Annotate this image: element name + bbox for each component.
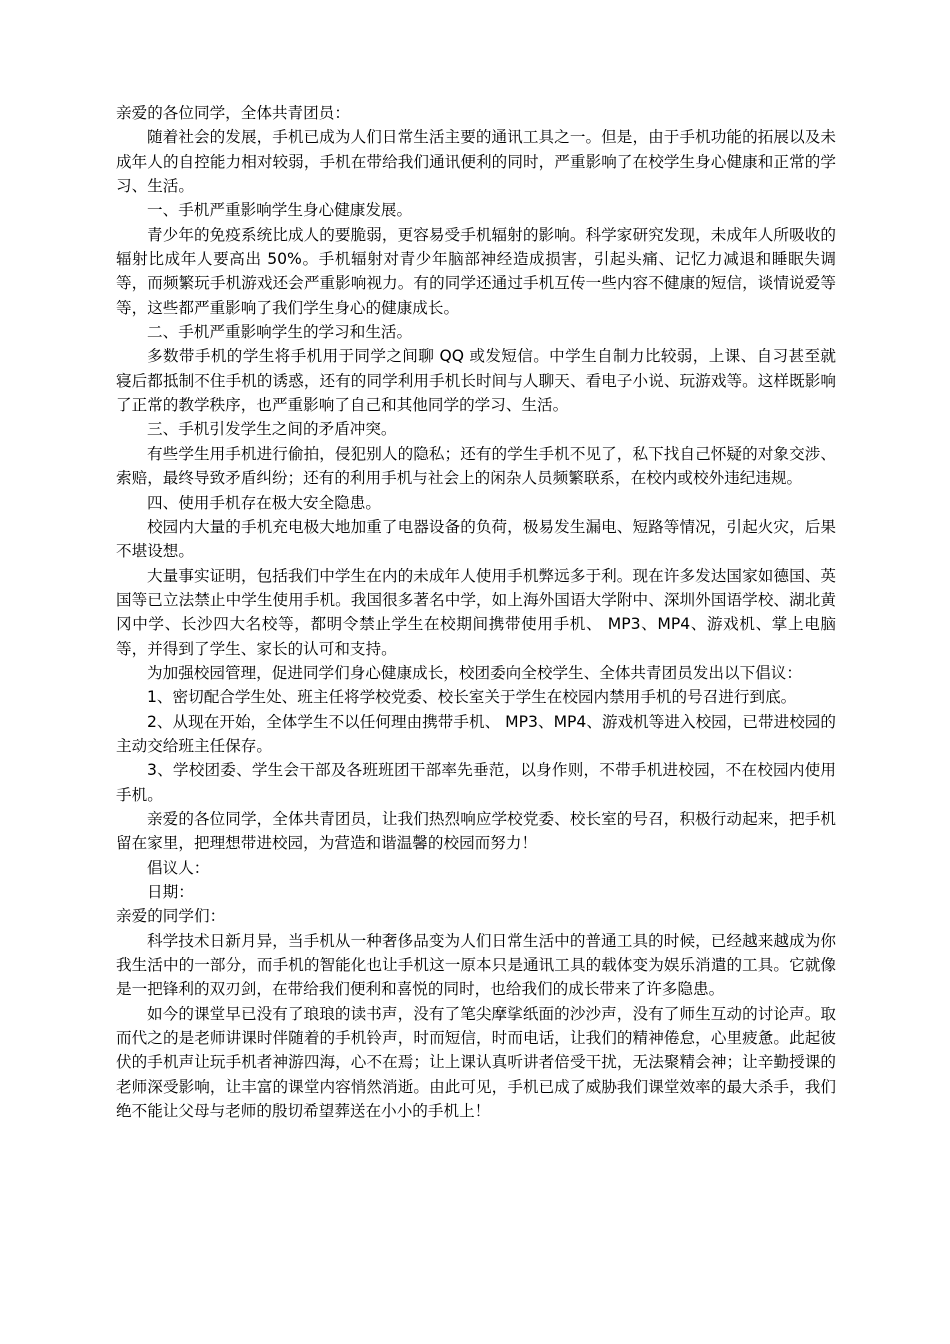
letter1-paragraph-proposal: 为加强校园管理，促进同学们身心健康成长，校团委向全校学生、全体共青团员发出以下倡议： [147, 663, 802, 682]
letter1-paragraph-conflict: 有些学生用手机进行偷拍，侵犯别人的隐私；还有的学生手机不见了，私下找自己怀疑的对象交涉、索赔，最终导致矛盾纠纷；还有的利用手机与社会上的闲杂人员频繁联系，在校内或校外违纪违规。 [116, 444, 836, 488]
letter1-paragraph-closing: 亲爱的各位同学，全体共青团员，让我们热烈响应学校党委、校长室的号召，积极行动起来，把手机留在家里，把理想带进校园，为营造和谐温馨的校园而努力！ [116, 809, 836, 853]
letter1-paragraph-study: 多数带手机的学生将手机用于同学之间聊 QQ 或发短信。中学生自制力比较弱，上课、自习甚至就寝后都抵制不住手机的诱惑，还有的同学利用手机长时间与人聊天、看电子小说、玩游戏等。这样既影响了正常的教学秩序，也严重影响了自己和其他同学的学习、生活。 [116, 347, 836, 415]
letter1-date-label: 日期： [147, 883, 194, 901]
letter1-heading-4: 四、使用手机存在极大安全隐患。 [147, 493, 381, 512]
letter2-salutation: 亲爱的同学们： [116, 907, 226, 926]
letter1-proposal-item-2: 2、从现在开始，全体学生不以任何理由携带手机、 MP3、MP4、游戏机等进入校园，已带进校园的主动交给班主任保存。 [116, 712, 836, 755]
letter1-signature-label: 倡议人： [147, 858, 210, 877]
letter1-paragraph-health: 青少年的免疫系统比成人的要脆弱，更容易受手机辐射的影响。科学家研究发现，未成年人所吸收的辐射比成年人要高出 50%。手机辐射对青少年脑部神经造成损害，引起头痛、记忆力减退和睡眠失调等，而频繁玩手机游戏还会严重影响视力。有的同学还通过手机互传一些内容不健康的短信，谈情说爱等等，这些都严重影响了我们学生身心的健康成长。 [116, 225, 836, 317]
letter1-proposal-item-3: 3、学校团委、学生会干部及各班班团干部率先垂范，以身作则，不带手机进校园，不在校园内使用手机。 [116, 761, 836, 804]
letter2-paragraph-1: 科学技术日新月异，当手机从一种奢侈品变为人们日常生活中的普通工具的时候，已经越来越成为你我生活中的一部分，而手机的智能化也让手机这一原本只是通讯工具的载体变为娱乐消遣的工具。它就像是一把锋利的双刃剑，在带给我们便利和喜悦的同时，也给我们的成长带来了许多隐患。 [116, 931, 836, 999]
letter1-salutation: 亲爱的各位同学，全体共青团员： [116, 104, 350, 122]
letter1-paragraph-intro: 随着社会的发展，手机已成为人们日常生活主要的通讯工具之一。但是，由于手机功能的拓展以及未成年人的自控能力相对较弱，手机在带给我们通讯便利的同时，严重影响了在校学生身心健康和正常的学习、生活。 [116, 128, 836, 196]
letter1-heading-3: 三、手机引发学生之间的矛盾冲突。 [147, 420, 397, 439]
letter1-heading-2: 二、手机严重影响学生的学习和生活。 [147, 323, 413, 342]
letter1-paragraph-safety: 校园内大量的手机充电极大地加重了电器设备的负荷，极易发生漏电、短路等情况，引起火灾，后果不堪设想。 [116, 517, 836, 561]
document-page [116, 101, 836, 1123]
letter1-heading-1: 一、手机严重影响学生身心健康发展。 [147, 201, 413, 220]
letter1-proposal-item-1: 1、密切配合学生处、班主任将学校党委、校长室关于学生在校园内禁用手机的号召进行到底。 [147, 688, 797, 707]
letter2-paragraph-2: 如今的课堂早已没有了琅琅的读书声，没有了笔尖摩挲纸面的沙沙声，没有了师生互动的讨论声。取而代之的是老师讲课时伴随着的手机铃声，时而短信，时而电话，让我们的精神倦怠，心里疲惫。此起彼伏的手机声让玩手机者神游四海，心不在焉；让上课认真听讲者倍受干扰，无法聚精会神；让辛勤授课的老师深受影响，让丰富的课堂内容悄然消逝。由此可见，手机已成了威胁我们课堂效率的最大杀手，我们绝不能让父母与老师的殷切希望葬送在小小的手机上！ [116, 1004, 836, 1121]
letter1-paragraph-facts: 大量事实证明，包括我们中学生在内的未成年人使用手机弊远多于利。现在许多发达国家如德国、英国等已立法禁止中学生使用手机。我国很多著名中学，如上海外国语大学附中、深圳外国语学校、湖北黄冈中学、长沙四大名校等，都明令禁止学生在校期间携带使用手机、 MP3、MP4、游戏机、掌上电脑等，并得到了学生、家长的认可和支持。 [116, 566, 836, 658]
